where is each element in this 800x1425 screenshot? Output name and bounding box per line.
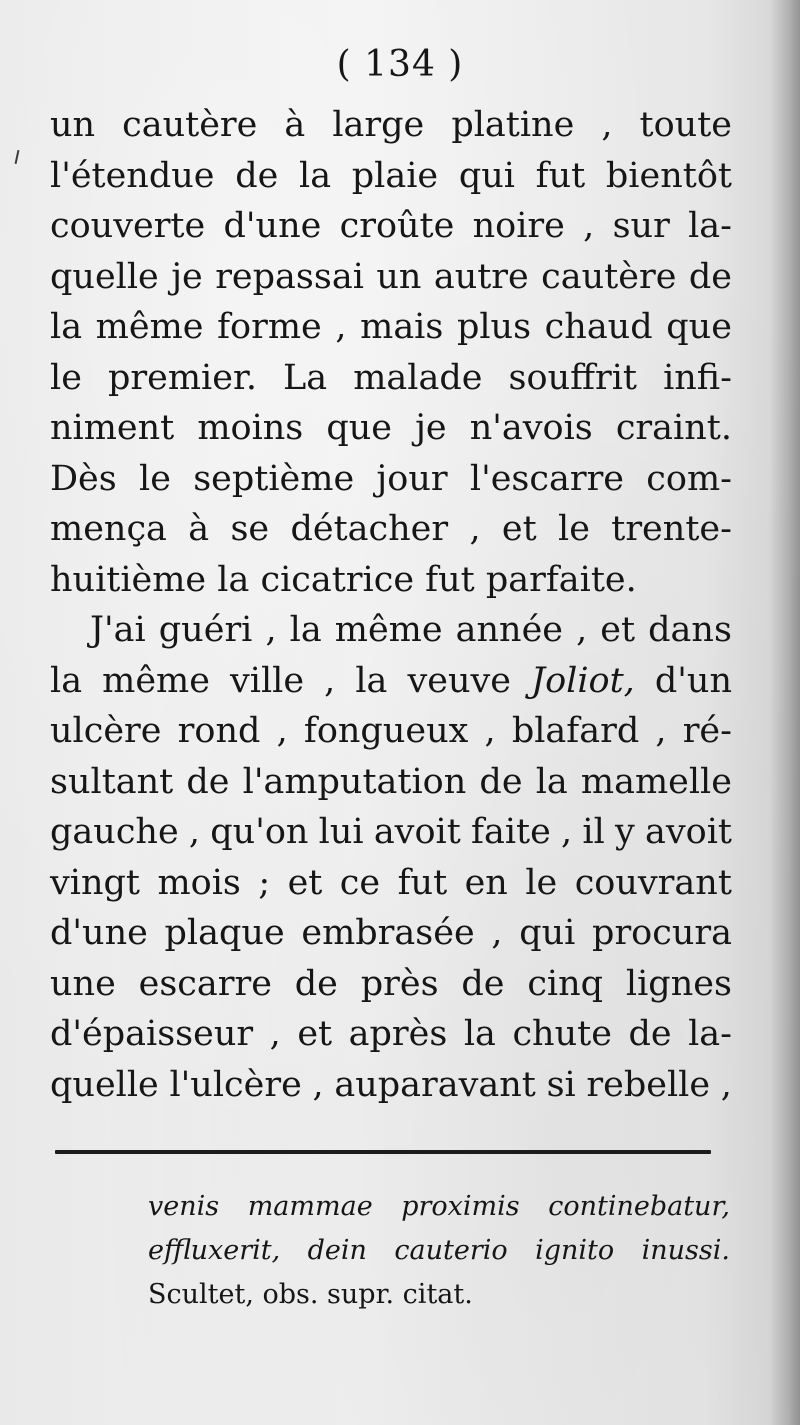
text-line (50, 1009, 732, 1060)
word: détacher (290, 509, 449, 549)
word: lignes (625, 963, 732, 1004)
word: le (139, 458, 171, 499)
word: dein (307, 1235, 367, 1266)
word: , (188, 812, 201, 852)
word: com- (646, 458, 732, 499)
word: y (615, 812, 635, 852)
text-line (50, 252, 732, 303)
word: l'amputation (242, 761, 467, 802)
word: quelle (50, 256, 159, 297)
word: la (299, 155, 332, 196)
word: ce (339, 862, 381, 903)
word: qui (519, 913, 576, 953)
word: la- (688, 206, 732, 246)
text-line (50, 908, 732, 959)
body-text (50, 100, 732, 1110)
word: cauterio (394, 1235, 508, 1266)
word: Dès (50, 458, 117, 499)
word: de (688, 256, 732, 297)
text-line (50, 151, 732, 202)
word: plus (456, 307, 532, 347)
word: La (283, 357, 328, 398)
word: je (171, 256, 203, 297)
word: je (415, 408, 447, 448)
word: la (289, 610, 322, 650)
word: année (455, 610, 564, 650)
word: la- (688, 1014, 732, 1054)
text-line (50, 605, 732, 656)
page-gutter-shadow (770, 0, 800, 1425)
word: même (95, 307, 204, 347)
word: la (355, 660, 388, 701)
word: et (501, 509, 537, 549)
word: mois (157, 862, 241, 903)
word: couverte (50, 206, 206, 246)
word: embrasée (301, 913, 475, 953)
word: veuve (407, 660, 511, 701)
text-line: huitième la cicatrice fut parfaite. (50, 559, 637, 600)
word: premier. (108, 357, 257, 398)
word: niment (50, 408, 175, 448)
footnote-line (148, 1229, 730, 1273)
word: et (297, 1014, 333, 1054)
word: de (186, 761, 230, 802)
word: proximis (401, 1191, 520, 1222)
word: platine (451, 105, 575, 145)
text-line (50, 302, 732, 353)
word: une (50, 963, 116, 1004)
word: souffrit (508, 357, 637, 398)
word: faite (471, 812, 551, 852)
word: , (265, 610, 277, 650)
word: l'étendue (50, 155, 215, 196)
word: jour (376, 458, 448, 499)
word: , (601, 105, 613, 145)
word: croûte (339, 206, 455, 246)
word: un (376, 256, 422, 297)
word: bientôt (605, 155, 732, 196)
text-line (50, 454, 732, 505)
text-line (50, 1060, 732, 1111)
word: repassai (215, 256, 364, 297)
text-line (50, 959, 732, 1010)
word: auparavant (334, 1064, 536, 1105)
word: guéri (158, 610, 253, 650)
word: chute (512, 1014, 612, 1054)
word: près (360, 963, 439, 1004)
word: dans (648, 610, 732, 650)
footnote-divider (55, 1150, 711, 1154)
word: fut (535, 155, 586, 196)
word: en (464, 862, 508, 903)
word: à (188, 509, 210, 549)
text-line (50, 403, 732, 454)
word: de (461, 963, 505, 1004)
word: de (235, 155, 279, 196)
margin-mark (15, 150, 20, 164)
word: , (491, 913, 503, 953)
footnote-line (148, 1185, 730, 1229)
word: , (276, 711, 288, 751)
word: , (561, 812, 573, 852)
word: , (469, 509, 481, 549)
word: J'ai (90, 610, 146, 650)
word: couvrant (574, 862, 732, 903)
word: trente- (611, 509, 732, 549)
word: ; (258, 862, 271, 903)
word: la (50, 660, 83, 701)
word: rond (177, 711, 261, 751)
word: lui (318, 812, 364, 852)
word: avoit (645, 812, 732, 852)
word: sultant (50, 761, 174, 802)
word: ville (230, 660, 305, 701)
word: septième (193, 458, 355, 499)
word: plaie (351, 155, 439, 196)
word: vingt (50, 862, 140, 903)
word: le (558, 509, 590, 549)
word: forme (217, 307, 322, 347)
word: malade (353, 357, 483, 398)
word: ré- (682, 711, 732, 751)
word: , (484, 711, 496, 751)
word: , (583, 206, 595, 246)
word: la (463, 1014, 496, 1054)
word: n'avois (469, 408, 593, 448)
text-line (50, 353, 732, 404)
word: ulcère (50, 711, 162, 751)
word: , (720, 1064, 732, 1105)
word: venis (148, 1191, 220, 1222)
word: d'une (223, 206, 322, 246)
word: d'un (654, 660, 732, 701)
word: l'ulcère (169, 1064, 302, 1105)
word: blafard (511, 711, 640, 751)
word: il (582, 812, 605, 852)
word: autre (433, 256, 529, 297)
word: , (269, 1014, 281, 1054)
word: même (334, 610, 443, 650)
word: de (479, 761, 523, 802)
word: de (628, 1014, 672, 1054)
word: que (326, 408, 393, 448)
word: fongueux (303, 711, 469, 751)
word: d'une (50, 913, 148, 953)
word: la (535, 761, 568, 802)
word: gauche (50, 812, 179, 852)
word: mamelle (580, 761, 732, 802)
word: escarre (138, 963, 272, 1004)
page-number: ( 134 ) (336, 44, 464, 85)
word: la (50, 307, 83, 347)
word: procura (592, 913, 732, 953)
word: inussi. (641, 1235, 730, 1266)
word: si (546, 1064, 576, 1105)
word: de (294, 963, 338, 1004)
word: se (230, 509, 270, 549)
word: mammae (247, 1191, 373, 1222)
word: un (50, 105, 96, 145)
word: à (284, 105, 306, 145)
word: cinq (527, 963, 604, 1004)
word: mais (360, 307, 444, 347)
word: qu'on (210, 812, 309, 852)
word: , (655, 711, 667, 751)
word: rebelle (586, 1064, 711, 1105)
text-line (50, 201, 732, 252)
word: toute (639, 105, 732, 145)
word: craint. (615, 408, 732, 448)
word: le (50, 357, 82, 398)
text-line (50, 757, 732, 808)
word: large (332, 105, 425, 145)
word: chaud (544, 307, 653, 347)
text-line (50, 807, 732, 858)
word: sur (612, 206, 670, 246)
text-line (50, 858, 732, 909)
word: avoit (373, 812, 461, 852)
word: cautère (541, 256, 677, 297)
word: fut (397, 862, 448, 903)
word: après (348, 1014, 448, 1054)
text-line (50, 504, 732, 555)
text-line (50, 706, 732, 757)
italic-name: Joliot, (531, 660, 635, 701)
word: , (576, 610, 588, 650)
text-line (50, 656, 732, 707)
word: d'épaisseur (50, 1014, 254, 1054)
word: même (102, 660, 210, 701)
word: continebatur, (548, 1191, 730, 1222)
word: et (287, 862, 323, 903)
word: que (666, 307, 732, 347)
word: mença (50, 509, 167, 549)
word: moins (197, 408, 304, 448)
word: l'escarre (469, 458, 625, 499)
word: effluxerit, (148, 1235, 281, 1266)
word: qui (458, 155, 515, 196)
word: , (335, 307, 347, 347)
word: cautère (122, 105, 258, 145)
text-line (50, 100, 732, 151)
word: et (600, 610, 636, 650)
word: le (525, 862, 558, 903)
word: plaque (164, 913, 285, 953)
word: , (324, 660, 336, 701)
footnote-citation: Scultet, obs. supr. citat. (148, 1279, 473, 1310)
word: ignito (535, 1235, 615, 1266)
word: infi- (663, 357, 732, 398)
word: , (312, 1064, 324, 1105)
word: quelle (50, 1064, 159, 1105)
footnote (148, 1185, 730, 1317)
word: noire (472, 206, 565, 246)
